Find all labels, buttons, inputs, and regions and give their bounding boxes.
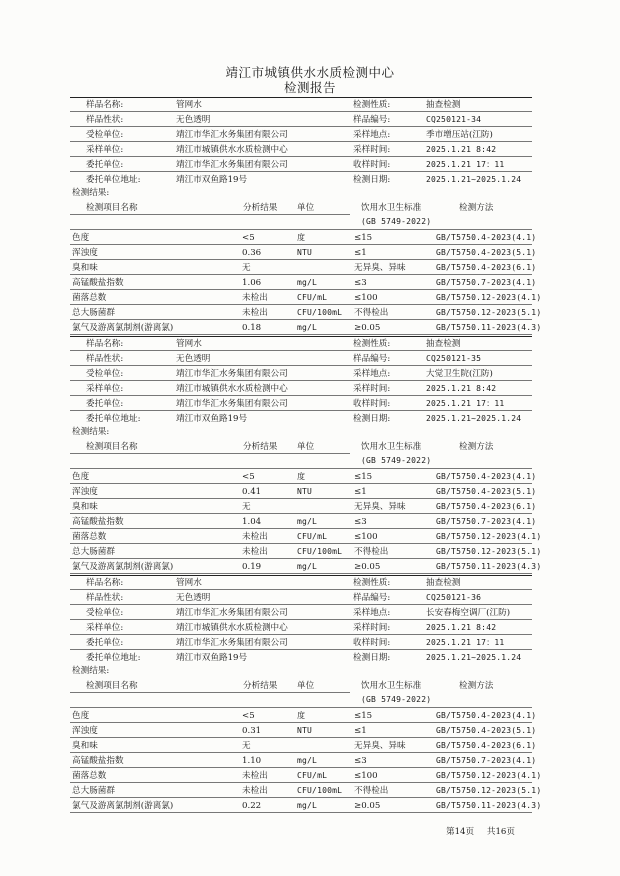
report-block xyxy=(70,98,542,336)
info-label: 检测性质: xyxy=(353,339,391,349)
item-method: GB/T5750.11-2023(4.3) xyxy=(436,562,542,571)
col-standard: 饮用水卫生标准 xyxy=(361,442,422,452)
info-row xyxy=(70,98,532,112)
row-divider xyxy=(70,513,532,514)
col-standard-code: (GB 5749-2022) xyxy=(361,456,432,465)
info-row xyxy=(70,576,532,590)
info-value: 抽查检测 xyxy=(426,100,461,110)
row-divider xyxy=(70,558,532,559)
column-header xyxy=(70,201,532,231)
info-value: 靖江市华汇水务集团有限公司 xyxy=(176,638,288,648)
table-row xyxy=(70,276,537,290)
table-row xyxy=(70,306,542,320)
info-label: 采样单位: xyxy=(86,384,124,394)
item-unit: CFU/100mL xyxy=(297,786,343,795)
item-standard: ≤3 xyxy=(354,756,367,766)
info-label: 样品名称: xyxy=(86,578,124,588)
page-total: 共16页 xyxy=(486,827,515,837)
item-standard: ≤100 xyxy=(354,293,378,303)
row-divider xyxy=(70,589,532,590)
table-row xyxy=(70,739,537,753)
row-divider xyxy=(70,498,532,499)
row-divider xyxy=(70,171,532,172)
info-label: 采样时间: xyxy=(353,623,391,633)
info-row xyxy=(70,606,532,620)
item-result: 未检出 xyxy=(242,532,268,542)
table-row xyxy=(70,799,542,813)
info-row xyxy=(70,412,532,426)
info-value: 2025.1.21 8:42 xyxy=(426,384,497,393)
table-row xyxy=(70,291,542,305)
info-value: 2025.1.21~2025.1.24 xyxy=(426,653,522,662)
row-divider xyxy=(70,573,532,574)
info-value: 2025.1.21 17：11 xyxy=(426,160,505,169)
item-result: 0.22 xyxy=(242,801,262,811)
info-row xyxy=(70,636,532,650)
info-label: 样品性状: xyxy=(86,115,124,125)
item-result: 1.06 xyxy=(242,278,262,288)
info-label: 受检单位: xyxy=(86,608,124,618)
item-name: 总大肠菌群 xyxy=(72,786,115,796)
item-result: 1.10 xyxy=(242,756,262,766)
item-unit: NTU xyxy=(297,248,313,257)
item-name: 氯气及游离氯制剂(游离氯) xyxy=(72,562,174,572)
item-result: 无 xyxy=(242,741,251,751)
info-value: 2025.1.21 8:42 xyxy=(426,145,497,154)
results-label-row xyxy=(70,425,532,439)
info-value: 长安春梅空调厂(江防) xyxy=(426,608,511,618)
info-label: 样品性状: xyxy=(86,354,124,364)
info-label: 检测性质: xyxy=(353,578,391,588)
page-number: 第14页 xyxy=(446,827,475,837)
row-divider xyxy=(70,767,532,768)
results-label: 检测结果: xyxy=(72,188,110,198)
table-row xyxy=(70,321,542,335)
item-standard: ≥0.05 xyxy=(354,562,381,572)
header-divider xyxy=(70,692,350,693)
report-divider xyxy=(70,575,532,576)
item-unit: 度 xyxy=(297,711,306,720)
row-divider xyxy=(70,528,532,529)
header-divider xyxy=(70,214,350,215)
item-result: 未检出 xyxy=(242,771,268,781)
item-method: GB/T5750.4-2023(6.1) xyxy=(436,263,537,272)
item-unit: mg/L xyxy=(297,756,318,765)
row-divider xyxy=(70,812,532,813)
col-item: 检测项目名称 xyxy=(86,442,138,452)
col-result: 分析结果 xyxy=(243,681,278,691)
info-row xyxy=(70,337,532,351)
col-method: 检测方法 xyxy=(459,681,494,691)
header-divider xyxy=(70,707,532,708)
item-standard: ≤15 xyxy=(354,711,373,721)
item-name: 色度 xyxy=(72,233,90,243)
item-unit: mg/L xyxy=(297,323,318,332)
item-standard: ≤1 xyxy=(354,726,367,736)
info-value: 管网水 xyxy=(176,578,202,588)
item-method: GB/T5750.4-2023(5.1) xyxy=(436,726,537,735)
row-divider xyxy=(70,752,532,753)
info-value: 2025.1.21~2025.1.24 xyxy=(426,175,522,184)
info-label: 样品名称: xyxy=(86,100,124,110)
item-result: 未检出 xyxy=(242,547,268,557)
info-label: 采样单位: xyxy=(86,145,124,155)
item-name: 高锰酸盐指数 xyxy=(72,517,124,527)
info-row xyxy=(70,397,532,411)
info-value: 靖江市华汇水务集团有限公司 xyxy=(176,160,288,170)
info-label: 检测日期: xyxy=(353,653,391,663)
item-standard: 不得检出 xyxy=(354,547,389,557)
item-method: GB/T5750.11-2023(4.3) xyxy=(436,801,542,810)
table-row xyxy=(70,261,537,275)
item-standard: 无异臭、异味 xyxy=(354,741,406,751)
item-standard: ≤3 xyxy=(354,278,367,288)
info-value: 靖江市华汇水务集团有限公司 xyxy=(176,399,288,409)
item-result: 无 xyxy=(242,263,251,273)
column-header xyxy=(70,440,532,470)
doc-title: 检测报告 xyxy=(283,80,336,95)
item-name: 浑浊度 xyxy=(72,726,98,736)
info-value: 抽查检测 xyxy=(426,578,461,588)
item-result: 0.19 xyxy=(242,562,262,572)
table-row xyxy=(70,754,537,768)
info-label: 委托单位: xyxy=(86,638,124,648)
item-method: GB/T5750.7-2023(4.1) xyxy=(436,278,537,287)
item-method: GB/T5750.4-2023(5.1) xyxy=(436,248,537,257)
item-result: 未检出 xyxy=(242,293,268,303)
item-method: GB/T5750.12-2023(5.1) xyxy=(436,786,542,795)
report-block xyxy=(70,337,542,575)
info-label: 采样时间: xyxy=(353,384,391,394)
col-standard-code: (GB 5749-2022) xyxy=(361,217,432,226)
item-result: 0.31 xyxy=(242,726,262,736)
item-unit: CFU/100mL xyxy=(297,308,343,317)
item-result: 未检出 xyxy=(242,786,268,796)
item-result: <5 xyxy=(242,711,255,721)
item-method: GB/T5750.7-2023(4.1) xyxy=(436,756,537,765)
header-divider xyxy=(70,468,532,469)
info-value: 靖江市双鱼路19号 xyxy=(176,653,248,663)
item-name: 菌落总数 xyxy=(72,293,107,303)
table-row xyxy=(70,515,537,529)
item-method: GB/T5750.7-2023(4.1) xyxy=(436,517,537,526)
item-unit: mg/L xyxy=(297,801,318,810)
item-name: 臭和味 xyxy=(72,741,98,751)
info-label: 采样单位: xyxy=(86,623,124,633)
item-standard: 无异臭、异味 xyxy=(354,502,406,512)
row-divider xyxy=(70,395,532,396)
info-value: 管网水 xyxy=(176,339,202,349)
info-value: 靖江市城镇供水水质检测中心 xyxy=(176,623,288,633)
table-row xyxy=(70,769,542,783)
info-label: 采样时间: xyxy=(353,145,391,155)
col-result: 分析结果 xyxy=(243,442,278,452)
info-label: 委托单位: xyxy=(86,399,124,409)
row-divider xyxy=(70,604,532,605)
item-standard: 不得检出 xyxy=(354,308,389,318)
row-divider xyxy=(70,649,532,650)
item-method: GB/T5750.12-2023(4.1) xyxy=(436,771,542,780)
item-name: 臭和味 xyxy=(72,502,98,512)
info-value: CQ250121-35 xyxy=(426,354,482,363)
row-divider xyxy=(70,634,532,635)
info-row xyxy=(70,113,532,127)
info-value: 2025.1.21 8:42 xyxy=(426,623,497,632)
item-standard: ≤15 xyxy=(354,233,373,243)
header-divider xyxy=(70,229,532,230)
col-result: 分析结果 xyxy=(243,203,278,213)
item-result: 0.18 xyxy=(242,323,262,333)
item-standard: ≤15 xyxy=(354,472,373,482)
col-method: 检测方法 xyxy=(459,442,494,452)
table-row xyxy=(70,724,537,738)
row-divider xyxy=(70,126,532,127)
table-row xyxy=(70,545,542,559)
table-row xyxy=(70,530,542,544)
item-method: GB/T5750.11-2023(4.3) xyxy=(436,323,542,332)
org-title: 靖江市城镇供水水质检测中心 xyxy=(225,65,395,80)
item-name: 高锰酸盐指数 xyxy=(72,756,124,766)
item-name: 总大肠菌群 xyxy=(72,308,115,318)
item-unit: mg/L xyxy=(297,562,318,571)
row-divider xyxy=(70,274,532,275)
item-method: GB/T5750.4-2023(6.1) xyxy=(436,502,537,511)
col-item: 检测项目名称 xyxy=(86,203,138,213)
info-label: 样品性状: xyxy=(86,593,124,603)
info-label: 收样时间: xyxy=(353,399,391,409)
row-divider xyxy=(70,111,532,112)
info-label: 样品编号: xyxy=(353,115,391,125)
item-name: 色度 xyxy=(72,711,90,721)
table-row xyxy=(70,500,537,514)
row-divider xyxy=(70,365,532,366)
item-standard: ≤100 xyxy=(354,771,378,781)
item-unit: mg/L xyxy=(297,278,318,287)
item-method: GB/T5750.4-2023(4.1) xyxy=(436,711,537,720)
info-label: 收样时间: xyxy=(353,638,391,648)
info-value: 靖江市城镇供水水质检测中心 xyxy=(176,384,288,394)
column-header xyxy=(70,679,532,709)
info-row xyxy=(70,143,532,157)
col-item: 检测项目名称 xyxy=(86,681,138,691)
info-value: 抽查检测 xyxy=(426,339,461,349)
row-divider xyxy=(70,141,532,142)
info-label: 受检单位: xyxy=(86,369,124,379)
col-unit: 单位 xyxy=(297,442,315,452)
item-method: GB/T5750.4-2023(4.1) xyxy=(436,233,537,242)
table-row xyxy=(70,709,537,723)
item-name: 臭和味 xyxy=(72,263,98,273)
col-unit: 单位 xyxy=(297,681,315,691)
info-label: 收样时间: xyxy=(353,160,391,170)
item-result: <5 xyxy=(242,233,255,243)
header-divider xyxy=(70,453,350,454)
item-name: 氯气及游离氯制剂(游离氯) xyxy=(72,801,174,811)
results-label: 检测结果: xyxy=(72,666,110,676)
item-unit: CFU/mL xyxy=(297,771,328,780)
info-value: 靖江市双鱼路19号 xyxy=(176,175,248,185)
results-label: 检测结果: xyxy=(72,427,110,437)
item-name: 浑浊度 xyxy=(72,487,98,497)
info-label: 检测性质: xyxy=(353,100,391,110)
item-unit: CFU/mL xyxy=(297,293,328,302)
info-label: 检测日期: xyxy=(353,175,391,185)
item-unit: CFU/mL xyxy=(297,532,328,541)
item-unit: mg/L xyxy=(297,517,318,526)
item-method: GB/T5750.12-2023(5.1) xyxy=(436,308,542,317)
item-standard: ≥0.05 xyxy=(354,801,381,811)
item-standard: ≤100 xyxy=(354,532,378,542)
info-value: CQ250121-34 xyxy=(426,115,482,124)
table-row xyxy=(70,560,542,574)
row-divider xyxy=(70,304,532,305)
info-value: 靖江市华汇水务集团有限公司 xyxy=(176,130,288,140)
col-method: 检测方法 xyxy=(459,203,494,213)
info-row xyxy=(70,621,532,635)
info-value: 管网水 xyxy=(176,100,202,110)
item-standard: 无异臭、异味 xyxy=(354,263,406,273)
info-row xyxy=(70,128,532,142)
row-divider xyxy=(70,543,532,544)
report-divider xyxy=(70,336,532,337)
results-label-row xyxy=(70,186,532,200)
page-footer xyxy=(446,825,525,837)
table-row xyxy=(70,470,537,484)
info-value: 季市增压站(江防) xyxy=(426,130,493,140)
row-divider xyxy=(70,350,532,351)
item-method: GB/T5750.12-2023(5.1) xyxy=(436,547,542,556)
item-result: 无 xyxy=(242,502,251,512)
item-standard: ≤3 xyxy=(354,517,367,527)
table-row xyxy=(70,784,542,798)
item-method: GB/T5750.4-2023(5.1) xyxy=(436,487,537,496)
row-divider xyxy=(70,722,532,723)
info-label: 采样地点: xyxy=(353,369,391,379)
info-row xyxy=(70,352,532,366)
item-method: GB/T5750.4-2023(4.1) xyxy=(436,472,537,481)
item-result: 未检出 xyxy=(242,308,268,318)
results-label-row xyxy=(70,664,532,678)
info-row xyxy=(70,591,532,605)
info-label: 样品编号: xyxy=(353,593,391,603)
item-unit: NTU xyxy=(297,487,313,496)
item-result: 0.36 xyxy=(242,248,262,258)
col-standard-code: (GB 5749-2022) xyxy=(361,695,432,704)
row-divider xyxy=(70,380,532,381)
item-name: 高锰酸盐指数 xyxy=(72,278,124,288)
row-divider xyxy=(70,483,532,484)
info-row xyxy=(70,382,532,396)
item-result: 1.04 xyxy=(242,517,262,527)
info-value: 靖江市城镇供水水质检测中心 xyxy=(176,145,288,155)
info-value: 靖江市华汇水务集团有限公司 xyxy=(176,608,288,618)
row-divider xyxy=(70,156,532,157)
item-standard: 不得检出 xyxy=(354,786,389,796)
item-name: 菌落总数 xyxy=(72,532,107,542)
info-label: 委托单位: xyxy=(86,160,124,170)
info-value: 无色透明 xyxy=(176,115,211,125)
info-value: 2025.1.21 17：11 xyxy=(426,638,505,647)
row-divider xyxy=(70,782,532,783)
item-standard: ≥0.05 xyxy=(354,323,381,333)
info-label: 样品编号: xyxy=(353,354,391,364)
row-divider xyxy=(70,289,532,290)
info-label: 采样地点: xyxy=(353,608,391,618)
info-row xyxy=(70,367,532,381)
table-row xyxy=(70,246,537,260)
item-standard: ≤1 xyxy=(354,248,367,258)
info-label: 委托单位地址: xyxy=(86,175,141,185)
info-value: 2025.1.21~2025.1.24 xyxy=(426,414,522,423)
item-name: 色度 xyxy=(72,472,90,482)
item-result: <5 xyxy=(242,472,255,482)
row-divider xyxy=(70,797,532,798)
table-row xyxy=(70,231,537,245)
info-label: 采样地点: xyxy=(353,130,391,140)
row-divider xyxy=(70,737,532,738)
item-name: 氯气及游离氯制剂(游离氯) xyxy=(72,323,174,333)
item-unit: 度 xyxy=(297,233,306,242)
info-value: 无色透明 xyxy=(176,354,211,364)
item-unit: NTU xyxy=(297,726,313,735)
row-divider xyxy=(70,619,532,620)
info-value: 靖江市华汇水务集团有限公司 xyxy=(176,369,288,379)
item-method: GB/T5750.4-2023(6.1) xyxy=(436,741,537,750)
row-divider xyxy=(70,244,532,245)
info-value: 2025.1.21 17：11 xyxy=(426,399,505,408)
info-row xyxy=(70,651,532,665)
row-divider xyxy=(70,259,532,260)
row-divider xyxy=(70,410,532,411)
info-label: 委托单位地址: xyxy=(86,653,141,663)
item-unit: 度 xyxy=(297,472,306,481)
item-name: 总大肠菌群 xyxy=(72,547,115,557)
info-label: 受检单位: xyxy=(86,130,124,140)
item-unit: CFU/100mL xyxy=(297,547,343,556)
col-unit: 单位 xyxy=(297,203,315,213)
table-row xyxy=(70,485,537,499)
item-result: 0.41 xyxy=(242,487,262,497)
item-name: 菌落总数 xyxy=(72,771,107,781)
item-name: 浑浊度 xyxy=(72,248,98,258)
info-label: 委托单位地址: xyxy=(86,414,141,424)
report-block xyxy=(70,576,542,814)
item-method: GB/T5750.12-2023(4.1) xyxy=(436,293,542,302)
info-row xyxy=(70,158,532,172)
row-divider xyxy=(70,319,532,320)
info-value: 大觉卫生院(江防) xyxy=(426,369,493,379)
col-standard: 饮用水卫生标准 xyxy=(361,681,422,691)
info-label: 样品名称: xyxy=(86,339,124,349)
info-label: 检测日期: xyxy=(353,414,391,424)
info-row xyxy=(70,173,532,187)
item-method: GB/T5750.12-2023(4.1) xyxy=(436,532,542,541)
item-standard: ≤1 xyxy=(354,487,367,497)
info-value: 靖江市双鱼路19号 xyxy=(176,414,248,424)
info-value: 无色透明 xyxy=(176,593,211,603)
col-standard: 饮用水卫生标准 xyxy=(361,203,422,213)
row-divider xyxy=(70,334,532,335)
info-value: CQ250121-36 xyxy=(426,593,482,602)
